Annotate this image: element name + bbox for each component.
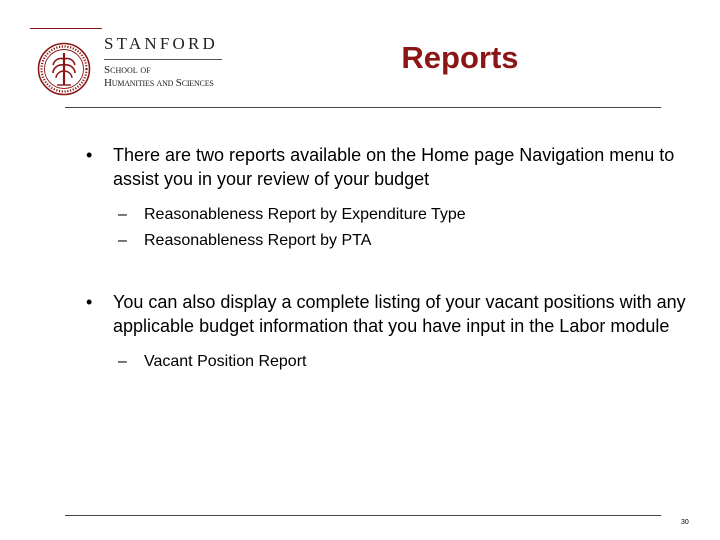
sub-bullet-text: Reasonableness Report by Expenditure Type [144, 206, 466, 223]
sub-bullet-marker: – [118, 232, 127, 249]
bullet-text: You can also display a complete listing of your vacant positions with any applicable budget information that you have input in the Labor module [113, 292, 686, 336]
header-divider [65, 107, 661, 108]
header-accent-line [30, 28, 102, 29]
bullet-item [86, 143, 686, 191]
sub-bullet-list [86, 349, 686, 375]
sub-bullet-marker: – [118, 206, 127, 223]
sub-bullet-item [118, 349, 686, 375]
sub-bullet-item [118, 228, 686, 254]
sub-bullet-list [86, 202, 686, 254]
logo-subtitle-line-1: School of [104, 64, 151, 76]
slide-content [86, 143, 686, 375]
footer-divider [65, 515, 661, 516]
logo-wordmark: STANFORD [104, 34, 218, 53]
bullet-item [86, 290, 686, 338]
bullet-marker: • [86, 292, 93, 312]
slide-title: Reports [401, 40, 519, 75]
page-number: 30 [681, 519, 689, 526]
logo-divider [104, 59, 222, 60]
sub-bullet-marker: – [118, 353, 127, 370]
sub-bullet-text: Vacant Position Report [144, 353, 307, 370]
sub-bullet-text: Reasonableness Report by PTA [144, 232, 372, 249]
stanford-seal-icon [37, 42, 91, 96]
bullet-marker: • [86, 145, 93, 165]
sub-bullet-item [118, 202, 686, 228]
bullet-text: There are two reports available on the Home page Navigation menu to assist you in your review of your budget [113, 145, 675, 189]
logo-subtitle-line-2: Humanities and Sciences [104, 77, 214, 89]
